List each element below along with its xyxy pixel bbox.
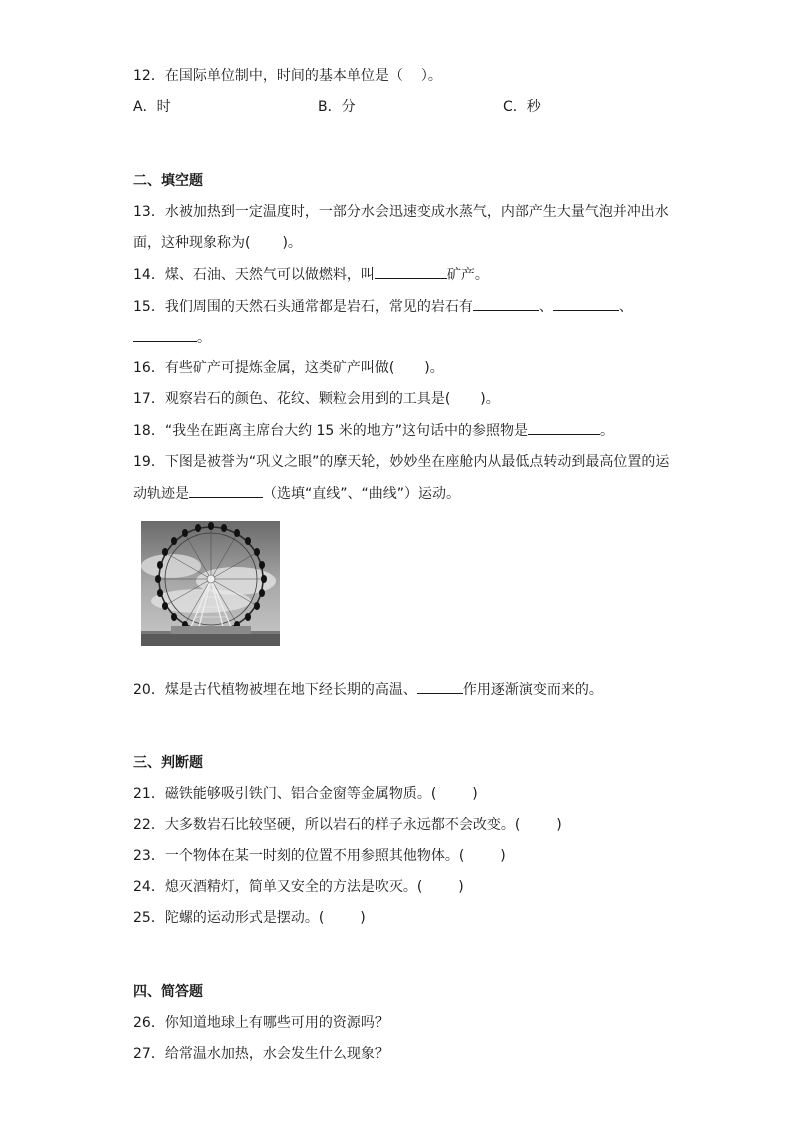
question-25-close: ) [360, 910, 366, 926]
question-20-text: 20．煤是古代植物被埋在地下经长期的高温、 [133, 682, 417, 698]
question-21 [133, 784, 478, 804]
question-16-text: 16．有些矿产可提炼金属，这类矿产叫做( [133, 360, 395, 376]
option-c: C．秒 [503, 99, 541, 115]
question-23-text: 23．一个物体在某一时刻的位置不用参照其他物体。( [133, 848, 465, 864]
section-heading-true-false: 三、判断题 [133, 755, 203, 771]
question-13-close: )。 [282, 235, 302, 251]
question-21-text: 21．磁铁能够吸引铁门、铝合金窗等金属物质。( [133, 786, 437, 802]
question-22 [133, 815, 562, 835]
answer-blank[interactable] [553, 296, 619, 311]
answer-blank[interactable] [375, 264, 447, 279]
question-20 [133, 679, 603, 700]
question-15-line1 [133, 296, 633, 317]
question-15-text: 15．我们周围的天然石头通常都是岩石，常见的岩石有 [133, 299, 473, 315]
question-21-close: ) [472, 786, 478, 802]
section-heading-short-answer: 四、简答题 [133, 984, 203, 1000]
question-13-line2 [133, 233, 302, 253]
question-22-close: ) [556, 817, 562, 833]
ferris-wheel-icon [141, 521, 280, 646]
separator: 、 [618, 299, 633, 315]
question-12-stem: 12．在国际单位制中，时间的基本单位是（ [133, 68, 403, 84]
question-25 [133, 908, 366, 928]
question-19-line1: 19．下图是被誉为“巩义之眼”的摩天轮，妙妙坐在座舱内从最低点转动到最高位置的运 [133, 454, 670, 470]
question-12 [133, 66, 442, 86]
question-17 [133, 389, 500, 409]
question-17-close: )。 [480, 391, 500, 407]
question-19-end: （选填“直线”、“曲线”）运动。 [263, 486, 461, 502]
answer-blank[interactable] [528, 420, 600, 435]
question-13-line1: 13．水被加热到一定温度时，一部分水会迅速变成水蒸气，内部产生大量气泡并冲出水 [133, 204, 669, 220]
section-heading-fill-in: 二、填空题 [133, 173, 203, 189]
question-18 [133, 420, 614, 441]
question-26: 26．你知道地球上有哪些可用的资源吗？ [133, 1015, 389, 1031]
question-22-text: 22．大多数岩石比较坚硬，所以岩石的样子永远都不会改变。( [133, 817, 521, 833]
ferris-wheel-image [141, 521, 280, 646]
option-a: A．时 [133, 99, 171, 115]
question-23 [133, 846, 506, 866]
question-15-line2 [133, 327, 211, 348]
question-13-text: 面，这种现象称为( [133, 235, 251, 251]
question-17-text: 17．观察岩石的颜色、花纹、颗粒会用到的工具是( [133, 391, 451, 407]
question-18-end: 。 [600, 423, 615, 439]
question-23-close: ) [500, 848, 506, 864]
separator: 、 [538, 299, 553, 315]
question-14 [133, 264, 489, 285]
question-12-close: ）。 [420, 68, 442, 84]
answer-blank[interactable] [133, 327, 197, 342]
question-18-text: 18．“我坐在距离主席台大约 15 米的地方”这句话中的参照物是 [133, 423, 529, 439]
question-27: 27．给常温水加热，水会发生什么现象？ [133, 1046, 389, 1062]
question-15-end: 。 [197, 330, 211, 346]
question-19-text: 动轨迹是 [133, 486, 189, 502]
question-16-close: )。 [424, 360, 444, 376]
answer-blank[interactable] [189, 483, 263, 498]
question-14-text: 14．煤、石油、天然气可以做燃料，叫 [133, 267, 375, 283]
question-24 [133, 877, 464, 897]
question-14-end: 矿产。 [446, 267, 489, 283]
question-24-text: 24．熄灭酒精灯，简单又安全的方法是吹灭。( [133, 879, 423, 895]
question-25-text: 25．陀螺的运动形式是摆动。( [133, 910, 325, 926]
question-20-end: 作用逐渐演变而来的。 [462, 682, 603, 698]
question-19-line2 [133, 483, 460, 504]
option-b: B．分 [318, 99, 356, 115]
answer-blank[interactable] [473, 296, 539, 311]
question-24-close: ) [458, 879, 464, 895]
question-16 [133, 358, 444, 378]
answer-blank[interactable] [417, 679, 463, 694]
